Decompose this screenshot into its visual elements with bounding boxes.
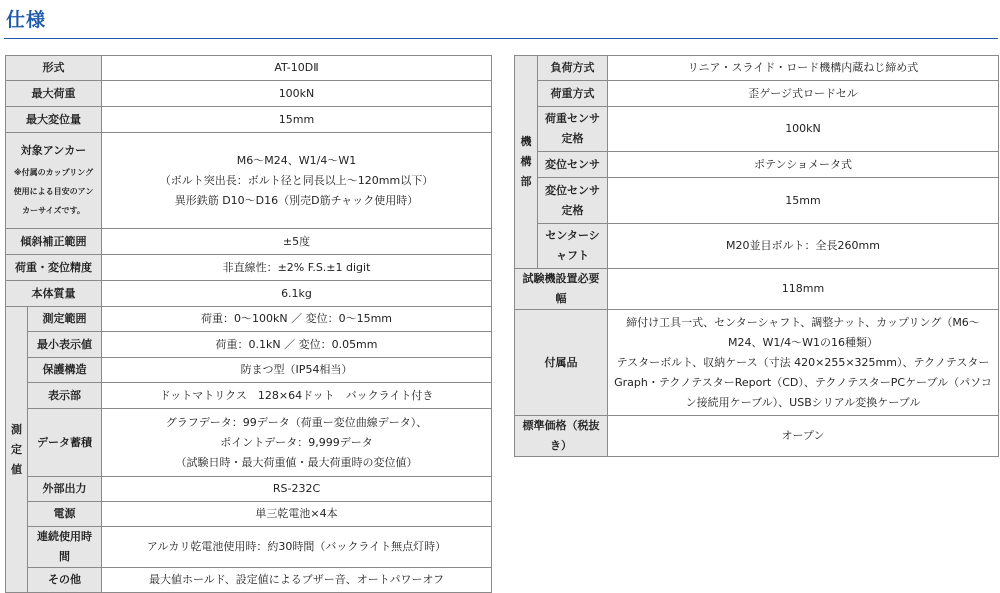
row-label-price: 標準価格（税抜き） — [515, 416, 608, 457]
table-row — [6, 502, 492, 527]
row-label-accessories: 付属品 — [515, 310, 608, 416]
table-row — [515, 56, 999, 81]
row-label-min-disp: 最小表示値 — [28, 332, 102, 358]
row-value-range: 荷重：0〜100kN ／ 変位：0〜15mm — [102, 307, 492, 332]
table-row — [515, 81, 999, 107]
spec-table-left — [5, 55, 492, 593]
row-label-max-disp: 最大変位量 — [6, 107, 102, 133]
row-label-anchor — [6, 133, 102, 229]
table-row — [6, 229, 492, 255]
row-label-disp-sensor: 変位センサ — [538, 152, 608, 178]
table-row — [6, 81, 492, 107]
row-value-protection: 防まつ型（IP54相当） — [102, 358, 492, 383]
table-row — [6, 56, 492, 81]
row-label-storage: データ蓄積 — [28, 409, 102, 477]
table-row — [515, 269, 999, 310]
row-value-install-width: 118mm — [608, 269, 999, 310]
row-value-storage: グラフデータ：99データ（荷重ー変位曲線データ）、 ポイントデータ：9,999データ （試験日時・最大荷重値・最大荷重時の変位値） — [102, 409, 492, 477]
row-label-display: 表示部 — [28, 383, 102, 409]
row-value-center-shaft: M20並目ボルト：全長260mm — [608, 224, 999, 269]
row-label-max-load: 最大荷重 — [6, 81, 102, 107]
row-label-install-width: 試験機設置必要幅 — [515, 269, 608, 310]
table-row — [6, 477, 492, 502]
table-row — [6, 527, 492, 568]
row-label-accuracy: 荷重・変位精度 — [6, 255, 102, 281]
row-value-mass: 6.1kg — [102, 281, 492, 307]
row-label-disp-sensor-rating: 変位センサ定格 — [538, 178, 608, 224]
row-value-load-sensing: 歪ゲージ式ロードセル — [608, 81, 999, 107]
row-value-max-disp: 15mm — [102, 107, 492, 133]
row-label-range: 測定範囲 — [28, 307, 102, 332]
row-label-load-sensing: 荷重方式 — [538, 81, 608, 107]
table-row — [515, 224, 999, 269]
row-value-min-disp: 荷重：0.1kN ／ 変位：0.05mm — [102, 332, 492, 358]
table-row — [515, 310, 999, 416]
row-label-load-method: 負荷方式 — [538, 56, 608, 81]
table-row — [6, 332, 492, 358]
table-row — [6, 358, 492, 383]
row-value-power: 単三乾電池×4本 — [102, 502, 492, 527]
row-value-disp-sensor: ポテンショメータ式 — [608, 152, 999, 178]
page-title: 仕様 — [6, 9, 47, 31]
spec-table-right — [514, 55, 999, 457]
row-value-tilt: ±5度 — [102, 229, 492, 255]
row-value-other: 最大値ホールド、設定値によるブザー音、オートパワーオフ — [102, 568, 492, 593]
row-label-other: その他 — [28, 568, 102, 593]
row-value-model: AT-10DⅡ — [102, 56, 492, 81]
row-value-max-load: 100kN — [102, 81, 492, 107]
table-row — [6, 281, 492, 307]
row-value-output: RS-232C — [102, 477, 492, 502]
table-row — [515, 152, 999, 178]
row-label-protection: 保護構造 — [28, 358, 102, 383]
anchor-note: ※付属のカップリング使用による目安のアンカーサイズです。 — [13, 168, 94, 215]
table-row — [6, 307, 492, 332]
table-row — [6, 255, 492, 281]
row-value-anchor: M6〜M24、W1/4〜W1 （ボルト突出長：ボルト径と同長以上〜120mm以下） 異形鉄筋 D10〜D16（別売D筋チャック使用時） — [102, 133, 492, 229]
row-value-load-method: リニア・スライド・ロード機構内蔵ねじ締め式 — [608, 56, 999, 81]
table-row — [515, 107, 999, 152]
row-label-mass: 本体質量 — [6, 281, 102, 307]
row-value-disp-sensor-rating: 15mm — [608, 178, 999, 224]
table-row — [515, 178, 999, 224]
table-row — [6, 133, 492, 229]
row-label-load-sensor-rating: 荷重センサ定格 — [538, 107, 608, 152]
row-label-output: 外部出力 — [28, 477, 102, 502]
row-label-tilt: 傾斜補正範囲 — [6, 229, 102, 255]
table-row — [6, 568, 492, 593]
row-value-price: オープン — [608, 416, 999, 457]
table-row — [6, 383, 492, 409]
table-row — [6, 409, 492, 477]
row-label-model: 形式 — [6, 56, 102, 81]
row-value-runtime: アルカリ乾電池使用時：約30時間（バックライト無点灯時） — [102, 527, 492, 568]
row-label-runtime: 連続使用時間 — [28, 527, 102, 568]
anchor-label: 対象アンカー — [20, 144, 87, 157]
row-value-load-sensor-rating: 100kN — [608, 107, 999, 152]
row-value-accuracy: 非直線性：±2% F.S.±1 digit — [102, 255, 492, 281]
group-label-mechanism: 機構部 — [515, 56, 538, 269]
row-value-display: ドットマトリクス 128×64ドット バックライト付き — [102, 383, 492, 409]
row-label-center-shaft: センターシャフト — [538, 224, 608, 269]
title-divider — [4, 38, 998, 39]
group-label-measure: 測定値 — [6, 307, 28, 593]
table-row — [515, 416, 999, 457]
table-row — [6, 107, 492, 133]
row-label-power: 電源 — [28, 502, 102, 527]
row-value-accessories: 締付け工具一式、センターシャフト、調整ナット、カップリング（M6〜M24、W1/4〜W1の16種類） テスターボルト、収納ケース（寸法 420×255×325mm）、テクノテスターGraph・テクノテスターReport（CD）、テクノテスターPCケーブル（パソコン接続用ケーブル）、USBシリアル変換ケーブル — [608, 310, 999, 416]
